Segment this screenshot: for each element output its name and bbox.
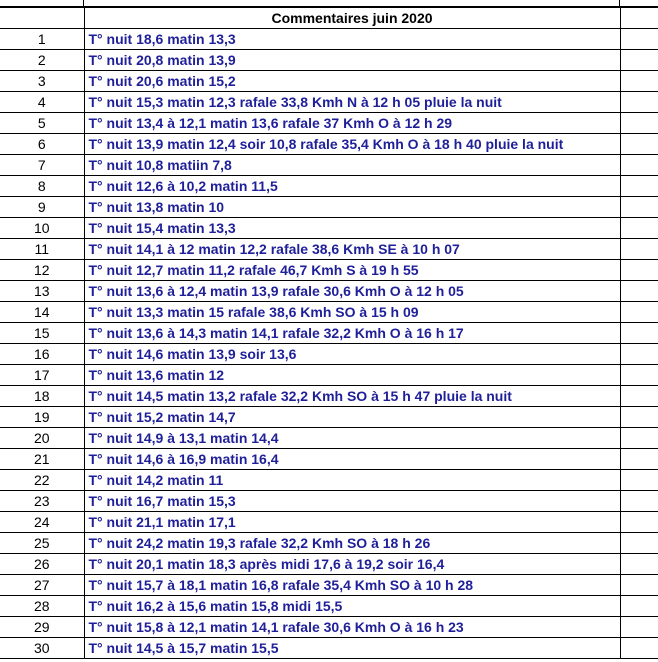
empty-cell[interactable] [620, 71, 658, 92]
empty-cell[interactable] [620, 449, 658, 470]
table-row [0, 155, 658, 176]
day-number-cell[interactable]: 10 [0, 218, 84, 239]
cell[interactable] [620, 0, 658, 7]
header-title-cell[interactable]: Commentaires juin 2020 [84, 8, 620, 29]
empty-cell[interactable] [620, 386, 658, 407]
day-number-cell[interactable]: 25 [0, 533, 84, 554]
day-number-cell[interactable]: 20 [0, 428, 84, 449]
empty-cell[interactable] [620, 512, 658, 533]
day-number-cell[interactable]: 7 [0, 155, 84, 176]
comment-cell[interactable]: T° nuit 14,5 à 15,7 matin 15,5 [84, 638, 620, 659]
comment-cell[interactable]: T° nuit 14,6 matin 13,9 soir 13,6 [84, 344, 620, 365]
empty-cell[interactable] [620, 575, 658, 596]
day-number-cell[interactable]: 21 [0, 449, 84, 470]
day-number-cell[interactable]: 17 [0, 365, 84, 386]
comment-cell[interactable]: T° nuit 16,7 matin 15,3 [84, 491, 620, 512]
comment-cell[interactable]: T° nuit 18,6 matin 13,3 [84, 29, 620, 50]
table-row [0, 365, 658, 386]
table-row [0, 491, 658, 512]
day-number-cell[interactable]: 19 [0, 407, 84, 428]
table-row [0, 302, 658, 323]
empty-cell[interactable] [620, 638, 658, 659]
table-row [0, 71, 658, 92]
comment-cell[interactable]: T° nuit 13,4 à 12,1 matin 13,6 rafale 37 Kmh O à 12 h 29 [84, 113, 620, 134]
day-number-cell[interactable]: 3 [0, 71, 84, 92]
day-number-cell[interactable]: 29 [0, 617, 84, 638]
cell[interactable] [0, 0, 84, 7]
empty-cell[interactable] [620, 239, 658, 260]
day-number-cell[interactable]: 22 [0, 470, 84, 491]
day-number-cell[interactable]: 9 [0, 197, 84, 218]
comment-cell[interactable]: T° nuit 15,3 matin 12,3 rafale 33,8 Kmh N à 12 h 05 pluie la nuit [84, 92, 620, 113]
comment-cell[interactable]: T° nuit 21,1 matin 17,1 [84, 512, 620, 533]
comment-cell[interactable]: T° nuit 13,6 matin 12 [84, 365, 620, 386]
table-row [0, 344, 658, 365]
empty-cell[interactable] [620, 197, 658, 218]
day-number-cell[interactable]: 2 [0, 50, 84, 71]
comment-cell[interactable]: T° nuit 15,4 matin 13,3 [84, 218, 620, 239]
comments-table [0, 7, 658, 659]
comment-cell[interactable]: T° nuit 13,6 à 14,3 matin 14,1 rafale 32,2 Kmh O à 16 h 17 [84, 323, 620, 344]
day-number-cell[interactable]: 4 [0, 92, 84, 113]
comment-cell[interactable]: T° nuit 24,2 matin 19,3 rafale 32,2 Kmh SO à 18 h 26 [84, 533, 620, 554]
empty-cell[interactable] [620, 260, 658, 281]
table-row [0, 50, 658, 71]
table-row [0, 260, 658, 281]
day-number-cell[interactable]: 12 [0, 260, 84, 281]
table-row [0, 197, 658, 218]
comment-cell[interactable]: T° nuit 20,8 matin 13,9 [84, 50, 620, 71]
day-number-cell[interactable]: 6 [0, 134, 84, 155]
comment-cell[interactable]: T° nuit 14,2 matin 11 [84, 470, 620, 491]
header-row [0, 8, 658, 29]
empty-cell[interactable] [620, 491, 658, 512]
table-row [0, 470, 658, 491]
empty-cell[interactable] [620, 428, 658, 449]
empty-cell[interactable] [620, 113, 658, 134]
table-row [0, 554, 658, 575]
empty-cell[interactable] [620, 344, 658, 365]
table-row [0, 617, 658, 638]
comment-cell[interactable]: T° nuit 14,6 à 16,9 matin 16,4 [84, 449, 620, 470]
comment-cell[interactable]: T° nuit 12,6 à 10,2 matin 11,5 [84, 176, 620, 197]
comment-cell[interactable]: T° nuit 15,2 matin 14,7 [84, 407, 620, 428]
table-row [0, 323, 658, 344]
comment-cell[interactable]: T° nuit 16,2 à 15,6 matin 15,8 midi 15,5 [84, 596, 620, 617]
day-number-cell[interactable]: 5 [0, 113, 84, 134]
comment-cell[interactable]: T° nuit 13,3 matin 15 rafale 38,6 Kmh SO à 15 h 09 [84, 302, 620, 323]
day-number-cell[interactable]: 18 [0, 386, 84, 407]
cell[interactable] [84, 0, 620, 7]
empty-cell[interactable] [620, 470, 658, 491]
empty-cell[interactable] [620, 323, 658, 344]
comment-cell[interactable]: T° nuit 13,8 matin 10 [84, 197, 620, 218]
table-row [0, 113, 658, 134]
table-row [0, 512, 658, 533]
table-row [0, 407, 658, 428]
table-row [0, 449, 658, 470]
day-number-cell[interactable]: 13 [0, 281, 84, 302]
day-number-cell[interactable]: 14 [0, 302, 84, 323]
comment-cell[interactable]: T° nuit 13,6 à 12,4 matin 13,9 rafale 30,6 Kmh O à 12 h 05 [84, 281, 620, 302]
empty-cell[interactable] [620, 134, 658, 155]
table-row [0, 386, 658, 407]
comment-cell[interactable]: T° nuit 13,9 matin 12,4 soir 10,8 rafale 35,4 Kmh O à 18 h 40 pluie la nuit [84, 134, 620, 155]
table-row [0, 218, 658, 239]
table-row [0, 596, 658, 617]
comment-cell[interactable]: T° nuit 12,7 matin 11,2 rafale 46,7 Kmh S à 19 h 55 [84, 260, 620, 281]
empty-cell[interactable] [620, 533, 658, 554]
comment-cell[interactable]: T° nuit 14,5 matin 13,2 rafale 32,2 Kmh SO à 15 h 47 pluie la nuit [84, 386, 620, 407]
day-number-cell[interactable]: 16 [0, 344, 84, 365]
empty-cell[interactable] [620, 596, 658, 617]
table-row [0, 281, 658, 302]
empty-cell[interactable] [620, 8, 658, 29]
empty-cell[interactable] [620, 365, 658, 386]
comment-cell[interactable]: T° nuit 20,1 matin 18,3 après midi 17,6 à 19,2 soir 16,4 [84, 554, 620, 575]
day-number-cell[interactable]: 27 [0, 575, 84, 596]
day-number-cell[interactable]: 1 [0, 29, 84, 50]
day-number-cell[interactable]: 15 [0, 323, 84, 344]
empty-cell[interactable] [620, 281, 658, 302]
comment-cell[interactable]: T° nuit 14,1 à 12 matin 12,2 rafale 38,6 Kmh SE à 10 h 07 [84, 239, 620, 260]
comment-cell[interactable]: T° nuit 15,8 à 12,1 matin 14,1 rafale 30,6 Kmh O à 16 h 23 [84, 617, 620, 638]
table-row [0, 134, 658, 155]
day-number-cell[interactable]: 24 [0, 512, 84, 533]
empty-cell[interactable] [620, 92, 658, 113]
day-number-cell[interactable]: 8 [0, 176, 84, 197]
empty-cell[interactable] [620, 218, 658, 239]
table-row [0, 92, 658, 113]
comment-cell[interactable]: T° nuit 20,6 matin 15,2 [84, 71, 620, 92]
previous-row-strip [0, 0, 658, 7]
day-number-cell[interactable]: 11 [0, 239, 84, 260]
table-row [0, 575, 658, 596]
empty-cell[interactable] [620, 155, 658, 176]
empty-cell[interactable] [620, 50, 658, 71]
header-day-cell[interactable] [0, 8, 84, 29]
table-row [0, 533, 658, 554]
comment-cell[interactable]: T° nuit 14,9 à 13,1 matin 14,4 [84, 428, 620, 449]
empty-cell[interactable] [620, 176, 658, 197]
day-number-cell[interactable]: 26 [0, 554, 84, 575]
day-number-cell[interactable]: 23 [0, 491, 84, 512]
table-row [0, 176, 658, 197]
day-number-cell[interactable]: 30 [0, 638, 84, 659]
empty-cell[interactable] [620, 302, 658, 323]
empty-cell[interactable] [620, 407, 658, 428]
comment-cell[interactable]: T° nuit 10,8 matiin 7,8 [84, 155, 620, 176]
table-row [0, 239, 658, 260]
table-row [0, 428, 658, 449]
day-number-cell[interactable]: 28 [0, 596, 84, 617]
comment-cell[interactable]: T° nuit 15,7 à 18,1 matin 16,8 rafale 35,4 Kmh SO à 10 h 28 [84, 575, 620, 596]
table-row [0, 638, 658, 659]
table-row [0, 29, 658, 50]
empty-cell[interactable] [620, 554, 658, 575]
empty-cell[interactable] [620, 617, 658, 638]
empty-cell[interactable] [620, 29, 658, 50]
